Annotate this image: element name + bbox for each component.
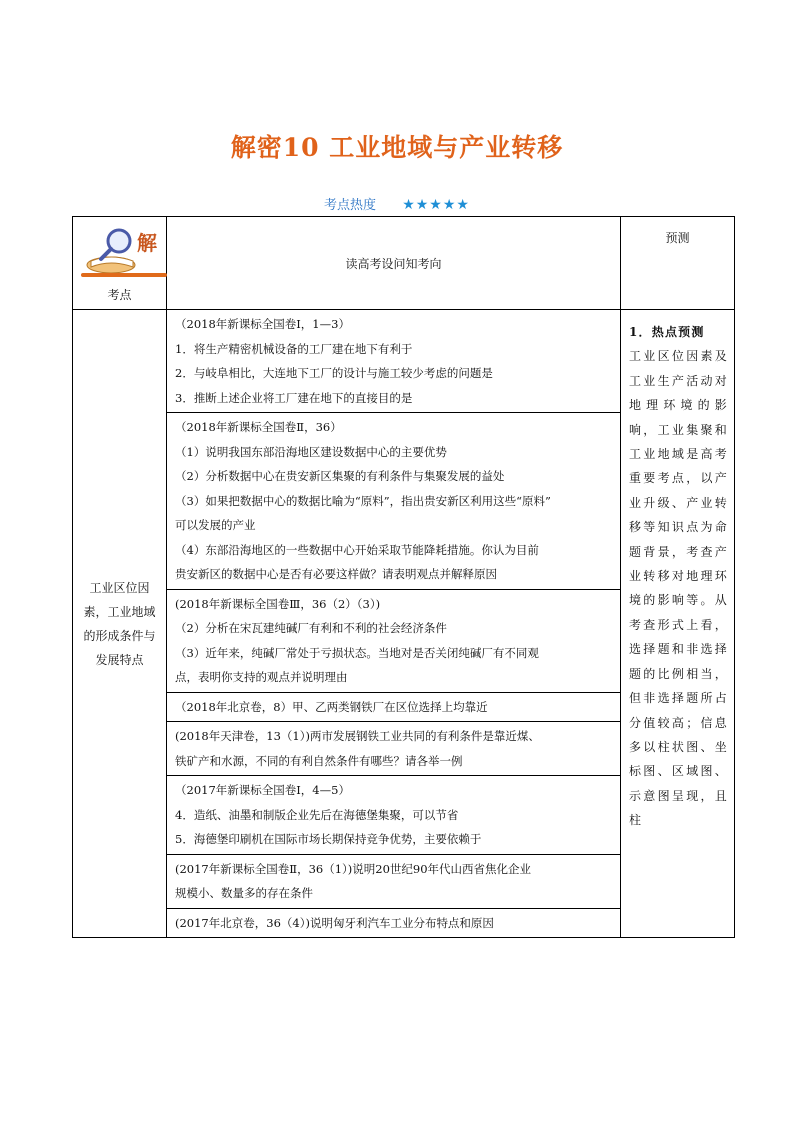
question-line: (2017年新课标全国卷Ⅱ，36（1）)说明20世纪90年代山西省焦化企业 bbox=[175, 861, 532, 876]
question-block bbox=[167, 693, 620, 723]
question-line: 4．造纸、油墨和制版企业先后在海德堡集聚，可以节省 bbox=[175, 807, 459, 822]
heat-rating bbox=[0, 194, 794, 213]
question-block bbox=[167, 310, 620, 413]
question-line: 1．将生产精密机械设备的工厂建在地下有利于 bbox=[175, 341, 413, 356]
header-prediction: 预测 bbox=[621, 217, 735, 310]
question-line: （2）分析在宋瓦建纯碱厂有利和不利的社会经济条件 bbox=[175, 621, 447, 635]
kaodian-text: 工业区位因素，工业地域的形成条件与发展特点 bbox=[73, 310, 167, 938]
question-line: （2018年新课标全国卷Ⅱ，36） bbox=[175, 420, 342, 434]
page-title: 解密10 工业地域与产业转移 bbox=[230, 133, 564, 162]
question-line: （2017年新课标全国卷Ⅰ，4—5） bbox=[175, 783, 350, 797]
star-rating-icon: ★★★★★ bbox=[402, 197, 470, 213]
heat-label: 考点热度 bbox=[324, 198, 377, 213]
header-kaodian-cell bbox=[73, 217, 167, 310]
question-block bbox=[167, 722, 620, 776]
question-line: 铁矿产和水源，不同的有利自然条件有哪些？请各举一例 bbox=[175, 753, 463, 768]
question-line: 可以发展的产业 bbox=[175, 518, 256, 532]
question-line: 点，表明你支持的观点并说明理由 bbox=[175, 670, 348, 684]
exam-table bbox=[72, 216, 735, 938]
magnifier-book-icon bbox=[81, 223, 171, 279]
prediction-body: 工业区位因素及工业生产活动对地理环境的影响，工业集聚和工业地域是高考重要考点，以产业升级、产业转移等知识点为命题背景，考查产业转移对地理环境的影响等。从考查形式上看，选择题和非选择题的比例相当，但非选择题所占分值较高；信息多以柱状图、坐标图、区域图、示意图呈现，且柱 bbox=[629, 349, 728, 828]
header-middle: 读高考设问知考向 bbox=[167, 217, 621, 310]
question-line: （3）近年来，纯碱厂常处于亏损状态。当地对是否关闭纯碱厂有不同观 bbox=[175, 645, 539, 660]
question-line: （3）如果把数据中心的数据比喻为“原料”，指出贵安新区利用这些“原料” bbox=[175, 493, 551, 508]
question-line: (2018年天津卷，13（1）)两市发展钢铁工业共同的有利条件是靠近煤、 bbox=[175, 729, 540, 743]
prediction-cell bbox=[621, 310, 735, 938]
question-line: 规模小、数量多的存在条件 bbox=[175, 886, 313, 900]
header-kaodian: 考点 bbox=[107, 288, 132, 302]
question-block bbox=[167, 413, 620, 590]
question-line: 3．推断上述企业将工厂建在地下的直接目的是 bbox=[175, 390, 413, 405]
prediction-title: 1．热点预测 bbox=[629, 325, 705, 339]
question-line: （2018年新课标全国卷Ⅰ，1—3） bbox=[175, 317, 350, 331]
question-line: 5．海德堡印刷机在国际市场长期保持竞争优势，主要依赖于 bbox=[175, 832, 482, 846]
logo-underline bbox=[81, 273, 167, 277]
question-line: (2018年新课标全国卷Ⅲ，36（2）（3）) bbox=[175, 596, 381, 611]
question-line: 2．与岐阜相比，大连地下工厂的设计与施工较少考虑的问题是 bbox=[175, 366, 493, 380]
question-block bbox=[167, 776, 620, 855]
question-line: 贵安新区的数据中心是否有必要这样做？请表明观点并解释原因 bbox=[175, 567, 497, 581]
question-line: （4）东部沿海地区的一些数据中心开始采取节能降耗措施。你认为目前 bbox=[175, 542, 539, 557]
question-line: （2）分析数据中心在贵安新区集聚的有利条件与集聚发展的益处 bbox=[175, 469, 505, 483]
question-block bbox=[167, 855, 620, 909]
question-line: （1）说明我国东部沿海地区建设数据中心的主要优势 bbox=[175, 444, 447, 459]
question-line: （2018年北京卷，8）甲、乙两类钢铁厂在区位选择上均靠近 bbox=[175, 699, 488, 714]
question-block bbox=[167, 590, 620, 693]
question-line: (2017年北京卷，36（4）)说明匈牙利汽车工业分布特点和原因 bbox=[175, 915, 494, 930]
question-block bbox=[167, 909, 620, 938]
question-list bbox=[167, 310, 621, 938]
logo-char: 解 bbox=[137, 231, 157, 255]
